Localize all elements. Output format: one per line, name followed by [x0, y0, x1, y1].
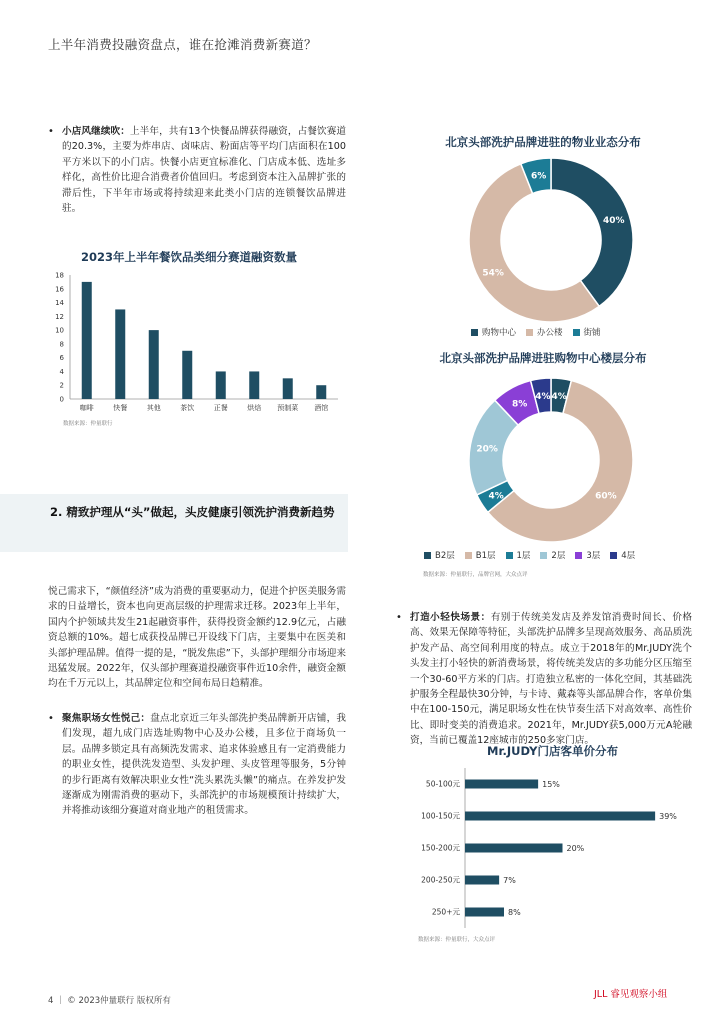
legend-swatch — [506, 552, 513, 559]
legend-swatch — [424, 552, 431, 559]
donut-svg — [378, 368, 708, 548]
slice-label: 4% — [535, 392, 551, 403]
y-tick-label: 16 — [55, 285, 64, 294]
dining-funding-bar-chart — [48, 245, 348, 435]
legend-label: 购物中心 — [482, 328, 517, 338]
bar-value-label: 20% — [566, 844, 585, 853]
donut-legend — [471, 326, 611, 339]
y-tick-label: 2 — [59, 381, 64, 390]
y-tick-label: 50-100元 — [425, 779, 460, 789]
donut-slice — [551, 158, 633, 306]
bar — [149, 330, 159, 399]
y-tick-label: 18 — [55, 271, 64, 280]
legend-swatch — [471, 329, 478, 336]
property-type-donut-chart — [378, 130, 708, 340]
bar — [465, 812, 655, 821]
bullet-heading: 聚焦职场女性悦己： — [62, 713, 151, 724]
slice-label: 8% — [512, 399, 528, 410]
chart-source: 数据来源：仲量联行，品牌官网，大众点评 — [423, 572, 528, 578]
y-tick-label: 8 — [59, 340, 64, 349]
x-tick-label: 烘焙 — [247, 404, 262, 412]
bar — [465, 876, 499, 885]
legend-item — [573, 326, 601, 338]
legend-item — [526, 326, 563, 338]
bullet-text: 有别于传统美发店及养发馆消费时间长、价格高、效果无保障等特征，头部洗护品牌多呈现高效服务、高品质洗护发产品、高空间利用度的特点。成立于2018年的Mr.JUDY洗个头发主打小轻快的新消费场景，将传统美发店的多功能分区压缩至一个30-60平方米的门店。打造独立私密的一体化空间，其基础洗护服务全程最快30分钟，与卡诗、戴森等头部品牌合作，客单价集中在100-150元，满足职场女性在快节奏生活下对高效率、高性价比、即时变美的消费追求。2021年，Mr.JUDY获5,000万元A轮融资，当前已覆盖12座城市的250多家门店。 — [410, 612, 693, 747]
bar — [465, 908, 504, 917]
mall-floor-donut-chart — [378, 346, 708, 582]
bullet-dot: • — [396, 612, 402, 623]
legend-swatch — [573, 329, 580, 336]
x-tick-label: 快餐 — [113, 404, 128, 412]
bar — [465, 844, 563, 853]
legend-item — [465, 549, 496, 561]
bullet-heading: 打造小轻快场景： — [410, 612, 491, 623]
bar — [465, 780, 538, 789]
x-tick-label: 预制菜 — [277, 404, 299, 412]
legend-item — [471, 326, 516, 338]
bar — [115, 309, 125, 399]
bullet-light-scenes — [396, 610, 693, 749]
legend-label: 4层 — [621, 551, 636, 561]
x-tick-label: 咖啡 — [79, 404, 94, 412]
chart-source: 数据来源：仲量联行 — [63, 421, 113, 427]
donut-svg — [378, 154, 708, 329]
y-tick-label: 4 — [59, 367, 64, 376]
legend-label: 3层 — [586, 551, 601, 561]
legend-label: 1层 — [516, 551, 531, 561]
y-tick-label: 200-250元 — [421, 875, 460, 885]
legend-swatch — [526, 329, 533, 336]
y-tick-label: 0 — [59, 395, 64, 404]
bullet-small-stores — [48, 124, 346, 216]
legend-swatch — [540, 552, 547, 559]
x-tick-label: 茶饮 — [180, 404, 195, 412]
bar-value-label: 15% — [542, 780, 560, 789]
chart-title: 北京头部洗护品牌进驻的物业业态分布 — [445, 135, 641, 149]
mrjudy-price-bar-chart — [410, 740, 700, 945]
slice-label: 54% — [482, 268, 504, 279]
hbar-chart-svg — [410, 760, 700, 940]
bullet-dot: • — [48, 126, 54, 137]
x-tick-label: 其他 — [146, 404, 161, 412]
legend-label: B2层 — [435, 551, 455, 561]
legend-item — [540, 549, 565, 561]
footer-page: 4 ｜ © 2023仲量联行 版权所有 — [48, 996, 171, 1006]
slice-label: 20% — [476, 444, 498, 455]
legend-item — [575, 549, 600, 561]
donut-legend — [424, 549, 645, 562]
bullet-career-women — [48, 711, 347, 819]
paragraph-haircare-intro: 悦己需求下，“颜值经济”成为消费的重要驱动力，促进个护医美服务需求的日益增长，资本也向更高层级的护理需求迁移。2023年上半年，国内个护领域共发生21起融资事件，获得投资金额约12.9亿元，占融资总额的10%。超七成获投品牌已开设线下门店，主要集中在医美和头部护理品牌。值得一提的是，“脱发焦虑”下，头部护理细分市场迎来迅猛发展。2022年，仅头部护理赛道投融资事件近10余件，融资金额均在千万元以上，其品牌定位和空间布局日趋精准。 — [48, 586, 346, 690]
chart-title: Mr.JUDY门店客单价分布 — [487, 744, 618, 758]
slice-label: 4% — [551, 392, 567, 403]
y-tick-label: 250+元 — [431, 907, 460, 917]
section-banner — [0, 494, 348, 552]
legend-swatch — [610, 552, 617, 559]
chart-source: 数据来源：仲量联行，大众点评 — [418, 937, 496, 943]
legend-label: 街铺 — [583, 328, 601, 338]
bar — [82, 282, 92, 399]
x-tick-label: 正餐 — [213, 404, 228, 412]
y-tick-label: 12 — [55, 312, 64, 321]
bullet-heading: 小店风继续吹： — [62, 126, 130, 137]
bullet-dot: • — [48, 713, 54, 724]
page-header-title: 上半年消费投融资盘点，谁在抢滩消费新赛道？ — [48, 37, 317, 52]
legend-label: B1层 — [475, 551, 496, 561]
x-tick-label: 酒馆 — [314, 404, 329, 412]
bar — [316, 385, 326, 399]
legend-item — [610, 549, 635, 561]
legend-item — [424, 549, 455, 561]
legend-item — [506, 549, 531, 561]
legend-label: 办公楼 — [537, 328, 563, 338]
slice-label: 4% — [488, 491, 504, 502]
bar — [283, 378, 293, 399]
bar-value-label: 8% — [508, 908, 521, 917]
y-tick-label: 14 — [55, 299, 64, 308]
legend-swatch — [575, 552, 582, 559]
section-title: 2. 精致护理从“头”做起，头皮健康引领洗护消费新趋势 — [50, 505, 335, 519]
slice-label: 40% — [602, 216, 625, 227]
y-tick-label: 6 — [59, 354, 64, 363]
y-tick-label: 100-150元 — [421, 811, 460, 821]
chart-title: 2023年上半年餐饮品类细分赛道融资数量 — [80, 250, 297, 264]
footer-brand: JLL 睿见观察小组 — [594, 989, 668, 1000]
bar-value-label: 39% — [659, 812, 677, 821]
bar — [249, 371, 259, 399]
y-tick-label: 150-200元 — [421, 843, 460, 853]
bullet-text: 上半年，共有13个快餐品牌获得融资，占餐饮赛道的20.3%，主要为炸串店、卤味店、粉面店等平均门店面积在100平方米以下的小门店。快餐小店更宜标准化、门店成本低、选址多样化，高性价比迎合消费者价值回归。考虑到资本注入品牌扩张的滞后性，下半年市场或将持续迎来此类小门店的连锁餐饮品牌进驻。 — [62, 126, 346, 215]
bullet-text: 盘点北京近三年头部洗护类品牌新开店铺，我们发现，超九成门店选址购物中心及办公楼，且多位于商场负一层。品牌多锁定具有高频洗发需求、追求体验感且有一定消费能力的职业女性，提供洗发造型、头发护理、头皮管理等服务，5分钟的步行距离有效解决职业女性“洗头累洗头懒”的痛点。在养发护发逐渐成为刚需消费的驱动下，头部洗护的市场规模预计持续扩大，并将推动该细分赛道对商业地产的租赁需求。 — [62, 713, 347, 817]
slice-label: 60% — [595, 491, 617, 502]
chart-title: 北京头部洗护品牌进驻购物中心楼层分布 — [439, 351, 647, 365]
legend-swatch — [465, 552, 472, 559]
y-tick-label: 10 — [55, 326, 64, 335]
bar-value-label: 7% — [503, 876, 516, 885]
slice-label: 6% — [530, 171, 547, 182]
legend-label: 2层 — [551, 551, 566, 561]
bar — [216, 371, 226, 399]
bar — [182, 351, 192, 399]
